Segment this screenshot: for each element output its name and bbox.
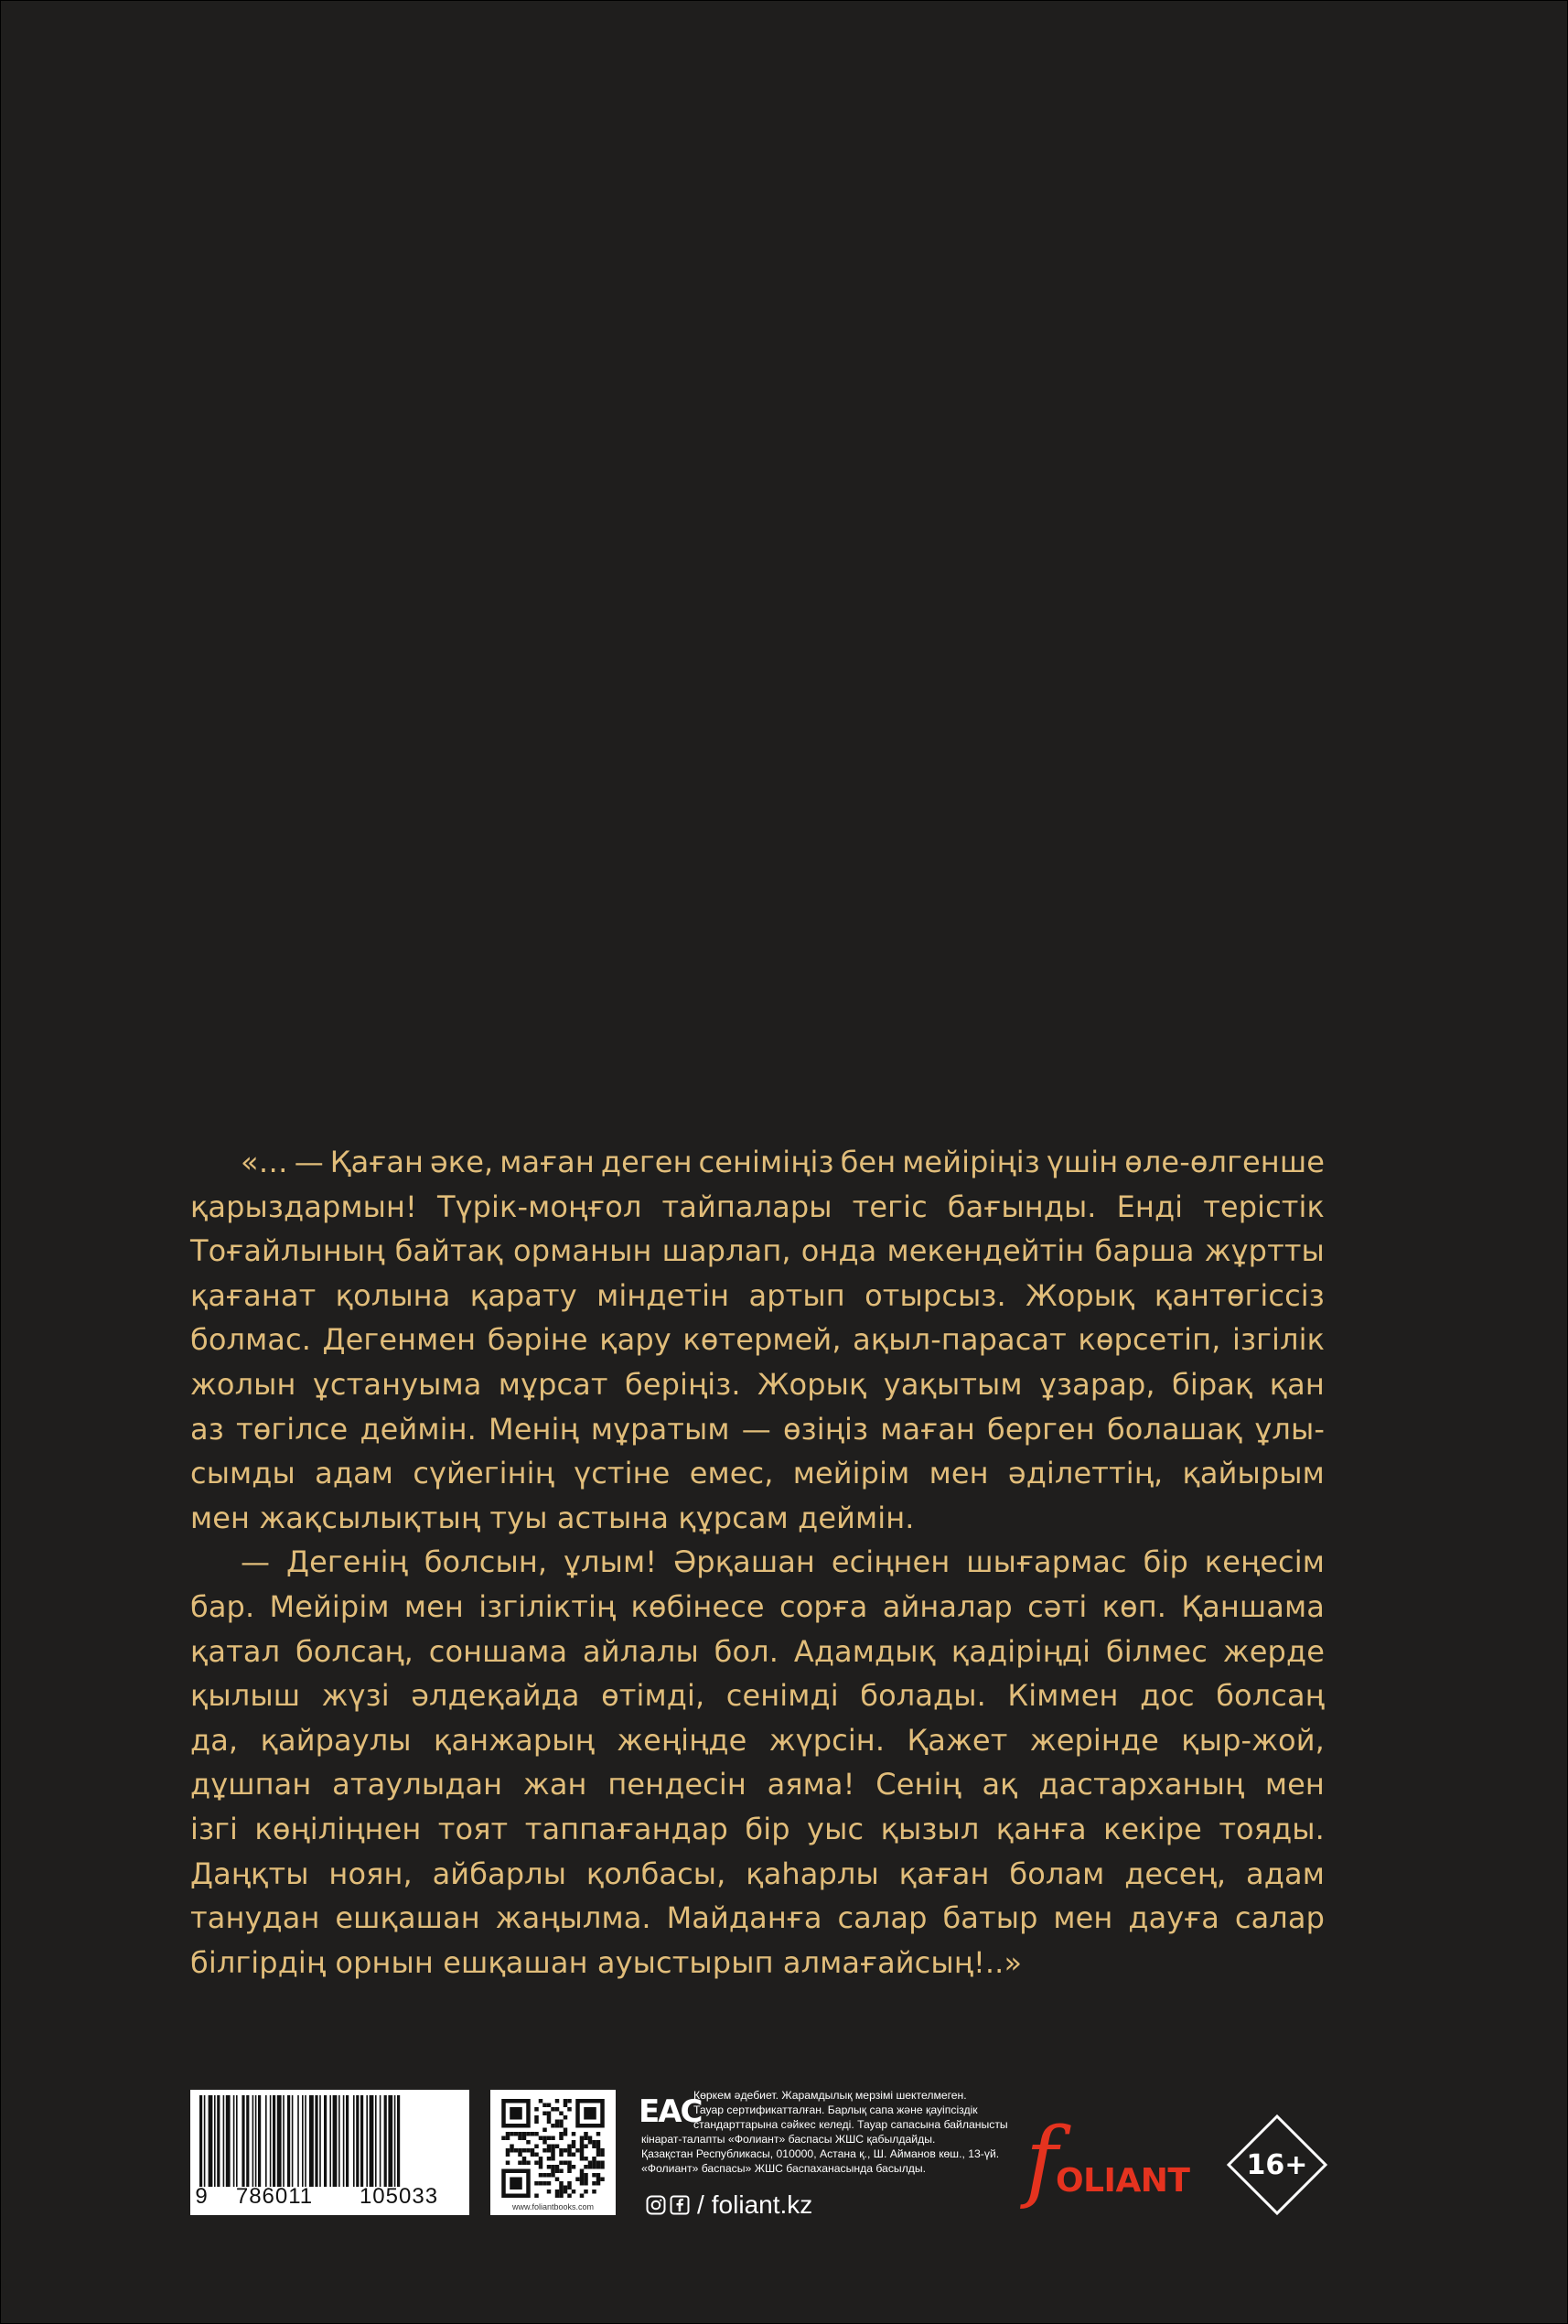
blurb-line: дұшпан атаулыдан жан пендесін аяма! Сенің ақ дастарханың мен [190,1767,1325,1802]
facebook-icon[interactable] [670,2195,690,2215]
instagram-icon[interactable] [646,2195,666,2215]
blurb-line: Тоғайлының байтақ орманын шарлап, онда мекендейтін барша жұртты [190,1233,1325,1269]
eac-mark: EAC [639,2093,702,2130]
blurb-line: ізгі көңіліңнен тоят таппағандар бір уыс қызыл қанға кекіре тояды. [190,1811,1325,1846]
social-links [646,2188,812,2222]
blurb-line: танудан ешқашан жаңылма. Майданға салар батыр мен дауға салар [190,1900,1325,1936]
website-link[interactable]: foliant.kz [711,2190,813,2219]
legal-line: Қазақстан Республикасы, 010000, Астана қ., Ш. Айманов көш., 13-үй. [641,2146,1000,2160]
blurb-text [190,1140,1325,1985]
legal-line: стандарттарына сәйкес келеді. Тауар сапасына байланысты [693,2117,1008,2131]
isbn-barcode [190,2090,469,2215]
legal-line: «Фолиант» баспасы» ЖШС баспаханасында басылды. [641,2161,927,2175]
barcode-digits-left: 786011 [235,2184,314,2209]
qr-code-icon [501,2099,605,2198]
legal-line: Көркем әдебиет. Жарамдылық мерзімі шектелмеген. [693,2089,967,2102]
blurb-line: бар. Мейірім мен ізгіліктің көбінесе сорға айналар сәті көп. Қаншама [190,1588,1325,1624]
legal-line: Тауар сертификатталған. Барлық сапа және қауіпсіздік [693,2103,978,2116]
blurb-line: да, қайраулы қанжарың жеңіңде жүрсін. Қажет жерінде қыр-жой, [190,1722,1325,1758]
blurb-line: — Дегенің болсын, ұлым! Әрқашан есіңнен шығармас бір кеңесім [241,1544,1325,1580]
barcode-digits-right: 105033 [359,2184,439,2209]
blurb-line: білгірдің орнын ешқашан ауыстырып алмағайсың!..» [190,1944,1023,1980]
age-rating-badge [1226,2114,1328,2216]
barcode-bars [196,2095,464,2187]
qr-code [490,2090,616,2215]
barcode-digit-first: 9 [195,2184,208,2209]
blurb-line: «… — Қаған әке, маған деген сеніміңіз бен мейіріңіз үшін өле-өлгенше [241,1145,1325,1179]
legal-line: кінарат-талапты «Фолиант» баспасы ЖШС қабылдайды. [641,2132,936,2146]
legal-info [641,2089,1071,2176]
blurb-line: жолын ұстануыма мұрсат беріңіз. Жорық уақытым ұзарар, бірақ қан [190,1366,1325,1402]
qr-site-label: www.foliantbooks.com [511,2202,595,2211]
blurb-line: қағанат қолына қарату міндетін артып отырсыз. Жорық қантөгіссіз [190,1277,1325,1313]
blurb-line: сымды адам сүйегінің үстіне емес, мейірім мен әділеттің, қайырым [190,1456,1325,1491]
age-rating-label: 16+ [1246,2148,1308,2181]
blurb-line: мен жақсылықтың туы астына құрсам деймін. [190,1500,915,1535]
barcode-digits [190,2184,469,2210]
blurb-line: Даңқты ноян, айбарлы қолбасы, қаһарлы қаған болам десең, адам [190,1856,1325,1891]
blurb-line: болмас. Дегенмен бәріне қару көтермей, ақыл-парасат көрсетіп, ізгілік [190,1322,1325,1358]
blurb-line: қарыздармын! Түрік-моңғол тайпалары тегіс бағынды. Енді терістік [190,1189,1325,1224]
logo-word: OLIANT [1056,2162,1190,2200]
blurb-line: қылыш жүзі әлдеқайда өтімді, сенімді болады. Кіммен дос болсаң [190,1678,1325,1714]
logo-initial: f [1026,2109,1058,2211]
blurb-line: қатал болсаң, соншама айлалы бол. Адамдық қадіріңді білмес жерде [190,1633,1325,1669]
social-slash: / [697,2190,704,2219]
blurb-line: аз төгілсе деймін. Менің мұратым — өзіңіз маған берген болашақ ұлы- [190,1411,1325,1447]
publisher-logo [1026,2109,1208,2217]
